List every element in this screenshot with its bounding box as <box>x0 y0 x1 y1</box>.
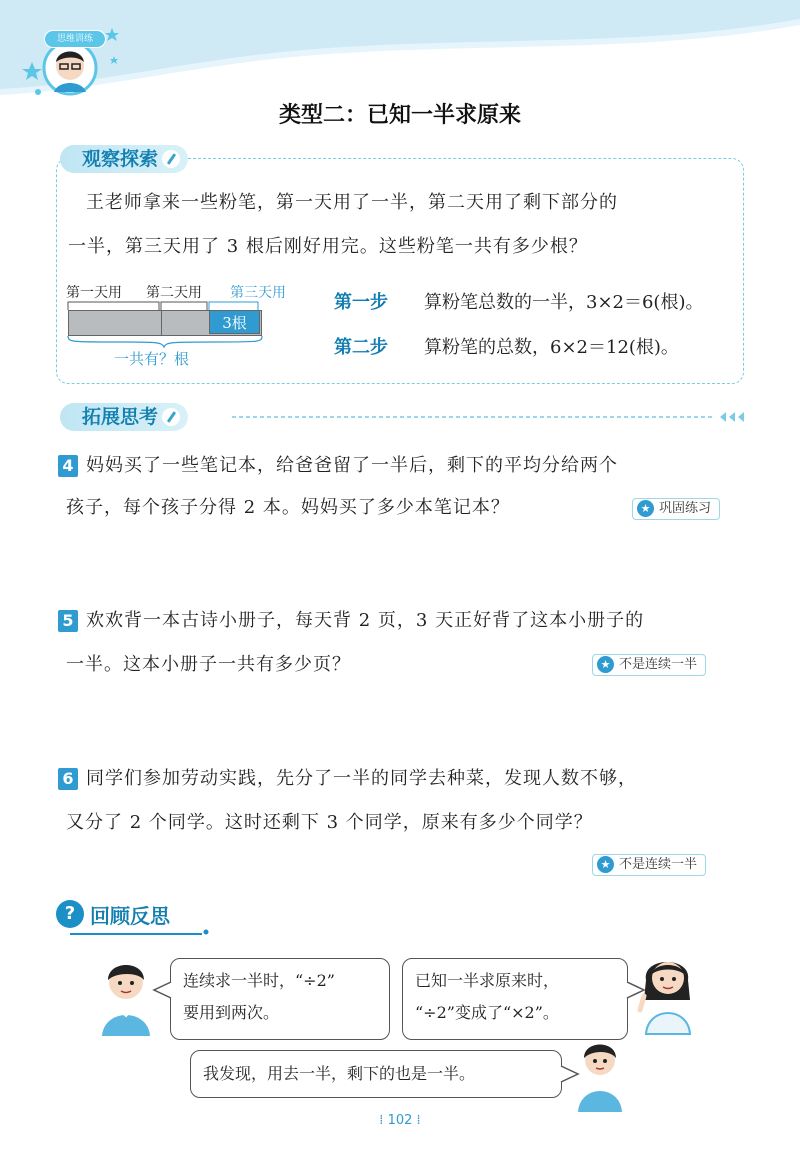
question-6-line1: 同学们参加劳动实践，先分了一半的同学去种菜，发现人数不够， <box>86 768 637 789</box>
question-5-line2: 一半。这本小册子一共有多少页？ <box>66 654 351 675</box>
tag-consolidate <box>632 498 720 520</box>
pencil-icon <box>162 408 180 426</box>
question-4-line1: 妈妈买了一些笔记本，给爸爸留了一半后，剩下的平均分给两个 <box>86 455 618 476</box>
bubble-tail-left <box>152 980 172 1000</box>
page-number-ornament-icon: ⁞ <box>379 1113 384 1128</box>
speech-bubble-1 <box>170 958 390 1040</box>
section-divider <box>232 410 747 424</box>
page-number <box>370 1113 430 1128</box>
question-number-6: 6 <box>58 768 78 790</box>
tag-label: 不是连续一半 <box>619 857 698 872</box>
step1-label: 第一步 <box>334 292 388 313</box>
tag-not-consecutive-half <box>592 854 706 876</box>
diagram-label-day1: 第一天用 <box>66 285 122 301</box>
diagram-bottom-brace <box>66 334 266 348</box>
page-title: 类型二：已知一半求原来 <box>278 103 521 128</box>
boy-avatar-icon-2 <box>572 1038 628 1114</box>
speech-bubble-2 <box>402 958 628 1040</box>
tag-label: 巩固练习 <box>659 501 712 516</box>
bubble1-line1: 连续求一半时，“÷2” <box>183 971 335 990</box>
section-title-extend: 拓展思考 <box>82 406 159 428</box>
section-header-extend <box>60 403 188 431</box>
question-4-line2: 孩子，每个孩子分得 2 本。妈妈买了多少本笔记本？ <box>66 497 510 518</box>
bubble2-line2: “÷2”变成了“×2”。 <box>415 1003 559 1022</box>
bubble1-line2: 要用到两次。 <box>183 1003 280 1022</box>
star-icon: ★ <box>597 856 614 873</box>
bubble2-line1: 已知一半求原来时， <box>415 971 560 990</box>
bubble3-text: 我发现，用去一半，剩下的也是一半。 <box>203 1064 476 1083</box>
star-icon: ★ <box>597 656 614 673</box>
diagram-segment-3: 3根 <box>209 310 260 334</box>
observe-problem-line2: 一半，第三天用了 3 根后刚好用完。这些粉笔一共有多少根？ <box>68 236 588 257</box>
diagram-label-day2: 第二天用 <box>146 285 202 301</box>
question-mark-icon: ? <box>56 900 84 928</box>
diagram-total-label: 一共有？根 <box>114 350 190 368</box>
girl-avatar-icon <box>636 950 700 1036</box>
question-6-line2: 又分了 2 个同学。这时还剩下 3 个同学，原来有多少个同学？ <box>66 812 593 833</box>
star-icon: ★ <box>637 500 654 517</box>
pencil-icon <box>162 150 180 168</box>
question-number-4: 4 <box>58 455 78 477</box>
question-number-5: 5 <box>58 610 78 632</box>
step2-text: 算粉笔的总数，6×2＝12(根)。 <box>424 337 679 358</box>
question-5-line1: 欢欢背一本古诗小册子，每天背 2 页，3 天正好背了这本小册子的 <box>86 610 645 631</box>
tag-not-consecutive-half <box>592 654 706 676</box>
section-title-observe: 观察探索 <box>82 148 159 170</box>
page-number-ornament-icon: ⁞ <box>416 1113 421 1128</box>
speech-bubble-3 <box>190 1050 562 1098</box>
diagram-label-day3: 第三天用 <box>230 285 286 301</box>
tag-label: 不是连续一半 <box>619 657 698 672</box>
section-header-observe <box>60 145 188 173</box>
step1-text: 算粉笔总数的一半，3×2＝6(根)。 <box>424 292 704 313</box>
badge-label: 思维训练 <box>44 30 106 48</box>
observe-problem-line1: 王老师拿来一些粉笔，第一天用了一半，第二天用了剩下部分的 <box>86 192 618 213</box>
review-underline <box>70 928 210 936</box>
page-number-value: 102 <box>387 1113 413 1128</box>
step2-label: 第二步 <box>334 337 388 358</box>
boy-avatar-icon <box>96 958 156 1038</box>
review-title: 回顾反思 <box>90 904 170 928</box>
